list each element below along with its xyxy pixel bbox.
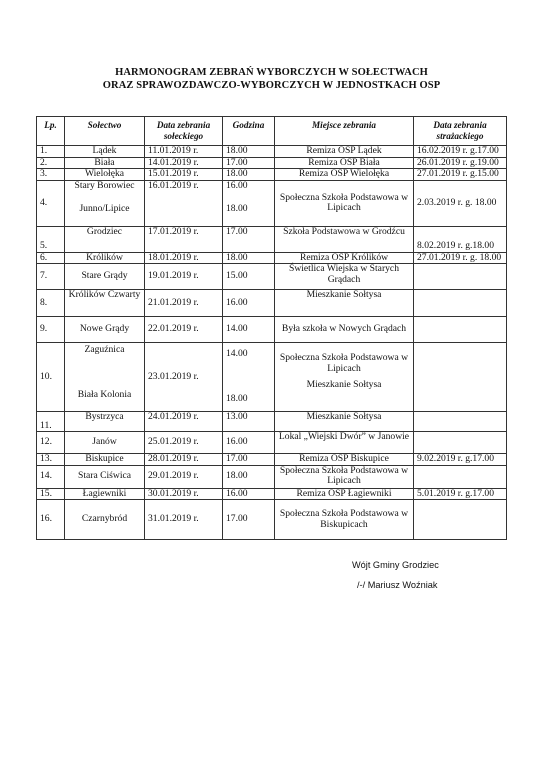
cell-godzina: 18.00 — [223, 169, 275, 181]
cell-data-strazackiego: 9.02.2019 r. g.17.00 — [414, 454, 507, 466]
solectwo-name-second: Biała Kolonia — [77, 388, 132, 400]
cell-data-strazackiego: 26.01.2019 r. g.19.00 — [414, 157, 507, 169]
cell-miejsce: Remiza OSP Lądek — [275, 146, 414, 158]
cell-solectwo: Biała — [65, 157, 145, 169]
cell-miejsce: Remiza OSP Biała — [275, 157, 414, 169]
signature-title: Wójt Gminy Grodziec — [352, 560, 439, 570]
cell-data: 18.01.2019 r. — [145, 252, 223, 264]
cell-lp: 2. — [37, 157, 65, 169]
cell-solectwo: Królików Czwarty — [65, 290, 145, 317]
cell-lp: 6. — [37, 252, 65, 264]
cell-data: 19.01.2019 r. — [145, 264, 223, 290]
cell-godzina: 16.00 — [223, 290, 275, 317]
cell-miejsce: Mieszkanie Sołtysa — [275, 412, 414, 432]
cell-solectwo: Grodziec — [65, 226, 145, 252]
cell-data-strazackiego: 2.03.2019 r. g. 18.00 — [414, 180, 507, 226]
cell-miejsce: Była szkoła w Nowych Grądach — [275, 317, 414, 343]
cell-miejsce: Remiza OSP Wielołęka — [275, 169, 414, 181]
cell-godzina: 16.00 — [223, 488, 275, 500]
cell-data-strazackiego: 8.02.2019 r. g.18.00 — [414, 226, 507, 252]
header-godzina: Godzina — [223, 117, 275, 146]
cell-godzina: 17.00 — [223, 454, 275, 466]
cell-data: 14.01.2019 r. — [145, 157, 223, 169]
cell-miejsce: Społeczna Szkoła Podstawowa w Lipicach — [275, 465, 414, 488]
cell-data-strazackiego — [414, 264, 507, 290]
cell-godzina — [223, 180, 275, 226]
table-row — [37, 500, 507, 540]
document-title-line-1: HARMONOGRAM ZEBRAŃ WYBORCZYCH W SOŁECTWACH — [115, 67, 428, 78]
cell-godzina: 14.00 — [223, 317, 275, 343]
cell-data-strazackiego — [414, 290, 507, 317]
cell-data: 29.01.2019 r. — [145, 465, 223, 488]
cell-data: 15.01.2019 r. — [145, 169, 223, 181]
cell-miejsce: Szkoła Podstawowa w Grodźcu — [275, 226, 414, 252]
miejsce-first: Społeczna Szkoła Podstawowa w Lipicach — [279, 352, 409, 374]
cell-godzina: 18.00 — [223, 465, 275, 488]
cell-data: 22.01.2019 r. — [145, 317, 223, 343]
cell-lp: 16. — [37, 500, 65, 540]
cell-data: 23.01.2019 r. — [145, 343, 223, 412]
table-row — [37, 290, 507, 317]
schedule-table — [36, 116, 507, 540]
cell-godzina — [223, 343, 275, 412]
table-row — [37, 488, 507, 500]
cell-data: 25.01.2019 r. — [145, 432, 223, 454]
table-row — [37, 146, 507, 158]
cell-godzina: 18.00 — [223, 252, 275, 264]
cell-miejsce: Lokal „Wiejski Dwór” w Janowie — [275, 432, 414, 454]
table-row — [37, 252, 507, 264]
cell-data-strazackiego — [414, 465, 507, 488]
table-row — [37, 317, 507, 343]
cell-miejsce: Remiza OSP Biskupice — [275, 454, 414, 466]
cell-solectwo: Stare Grądy — [65, 264, 145, 290]
cell-solectwo: Nowe Grądy — [65, 317, 145, 343]
cell-miejsce: Świetlica Wiejska w Starych Grądach — [275, 264, 414, 290]
miejsce-second: Mieszkanie Sołtysa — [306, 379, 382, 390]
cell-data: 21.01.2019 r. — [145, 290, 223, 317]
document-title-line-2: ORAZ SPRAWOZDAWCZO-WYBORCZYCH W JEDNOSTKACH OSP — [102, 80, 441, 91]
cell-data: 24.01.2019 r. — [145, 412, 223, 432]
table-row — [37, 264, 507, 290]
cell-lp: 15. — [37, 488, 65, 500]
table-row — [37, 454, 507, 466]
cell-godzina: 15.00 — [223, 264, 275, 290]
cell-lp: 10. — [37, 343, 65, 412]
cell-lp: 4. — [37, 180, 65, 226]
cell-solectwo: Janów — [65, 432, 145, 454]
cell-solectwo — [65, 180, 145, 226]
solectwo-name: Stary Borowiec — [74, 179, 135, 191]
cell-solectwo: Bystrzyca — [65, 412, 145, 432]
cell-lp: 5. — [37, 226, 65, 252]
cell-data-strazackiego: 27.01.2019 r. g. 18.00 — [414, 252, 507, 264]
table-row — [37, 226, 507, 252]
cell-godzina: 16.00 — [223, 432, 275, 454]
header-solectwo: Sołectwo — [65, 117, 145, 146]
header-row — [37, 117, 507, 146]
table-row — [37, 432, 507, 454]
cell-data-strazackiego — [414, 412, 507, 432]
cell-lp: 7. — [37, 264, 65, 290]
cell-lp: 3. — [37, 169, 65, 181]
godzina-second: 18.00 — [226, 203, 248, 214]
cell-data-strazackiego — [414, 317, 507, 343]
header-data-zebrania-strazackiego: Data zebrania strażackiego — [414, 117, 507, 146]
cell-solectwo: Łagiewniki — [65, 488, 145, 500]
cell-godzina: 17.00 — [223, 157, 275, 169]
cell-data-strazackiego — [414, 500, 507, 540]
header-lp: Lp. — [37, 117, 65, 146]
table-row — [37, 180, 507, 226]
cell-data: 28.01.2019 r. — [145, 454, 223, 466]
cell-godzina: 17.00 — [223, 500, 275, 540]
cell-solectwo: Lądek — [65, 146, 145, 158]
cell-miejsce: Mieszkanie Sołtysa — [275, 290, 414, 317]
solectwo-name: Zaguźnica — [84, 344, 125, 355]
cell-data: 17.01.2019 r. — [145, 226, 223, 252]
cell-data: 11.01.2019 r. — [145, 146, 223, 158]
cell-data-strazackiego: 16.02.2019 r. g.17.00 — [414, 146, 507, 158]
signature-name: /-/ Mariusz Woźniak — [357, 580, 438, 590]
cell-data: 16.01.2019 r. — [145, 180, 223, 226]
cell-godzina: 17.00 — [223, 226, 275, 252]
cell-miejsce: Społeczna Szkoła Podstawowa w Biskupicach — [275, 500, 414, 540]
table-row — [37, 412, 507, 432]
cell-lp: 9. — [37, 317, 65, 343]
cell-solectwo: Biskupice — [65, 454, 145, 466]
cell-miejsce: Społeczna Szkoła Podstawowa w Lipicach — [275, 180, 414, 226]
cell-solectwo: Stara Ciświca — [65, 465, 145, 488]
table-row — [37, 343, 507, 412]
table-row — [37, 169, 507, 181]
cell-data: 30.01.2019 r. — [145, 488, 223, 500]
godzina-second: 18.00 — [226, 392, 248, 404]
cell-miejsce: Remiza OSP Łagiewniki — [275, 488, 414, 500]
godzina-first: 16.00 — [226, 179, 248, 191]
cell-lp: 14. — [37, 465, 65, 488]
header-miejsce: Miejsce zebrania — [275, 117, 414, 146]
header-data-zebrania-soleckiego: Data zebrania sołeckiego — [145, 117, 223, 146]
cell-godzina: 18.00 — [223, 146, 275, 158]
cell-solectwo — [65, 343, 145, 412]
cell-miejsce — [275, 343, 414, 412]
cell-lp: 11. — [37, 412, 65, 432]
cell-solectwo: Czarnybród — [65, 500, 145, 540]
godzina-first: 14.00 — [226, 348, 248, 359]
cell-data: 31.01.2019 r. — [145, 500, 223, 540]
cell-solectwo: Wielołęka — [65, 169, 145, 181]
cell-lp: 8. — [37, 290, 65, 317]
table-row — [37, 465, 507, 488]
table-row — [37, 157, 507, 169]
cell-lp: 13. — [37, 454, 65, 466]
cell-lp: 12. — [37, 432, 65, 454]
cell-data-strazackiego — [414, 432, 507, 454]
cell-lp: 1. — [37, 146, 65, 158]
cell-miejsce: Remiza OSP Królików — [275, 252, 414, 264]
cell-solectwo: Królików — [65, 252, 145, 264]
cell-data-strazackiego: 5.01.2019 r. g.17.00 — [414, 488, 507, 500]
cell-data-strazackiego — [414, 343, 507, 412]
cell-data-strazackiego: 27.01.2019 r. g.15.00 — [414, 169, 507, 181]
cell-godzina: 13.00 — [223, 412, 275, 432]
solectwo-name-second: Junno/Lipice — [79, 203, 130, 214]
